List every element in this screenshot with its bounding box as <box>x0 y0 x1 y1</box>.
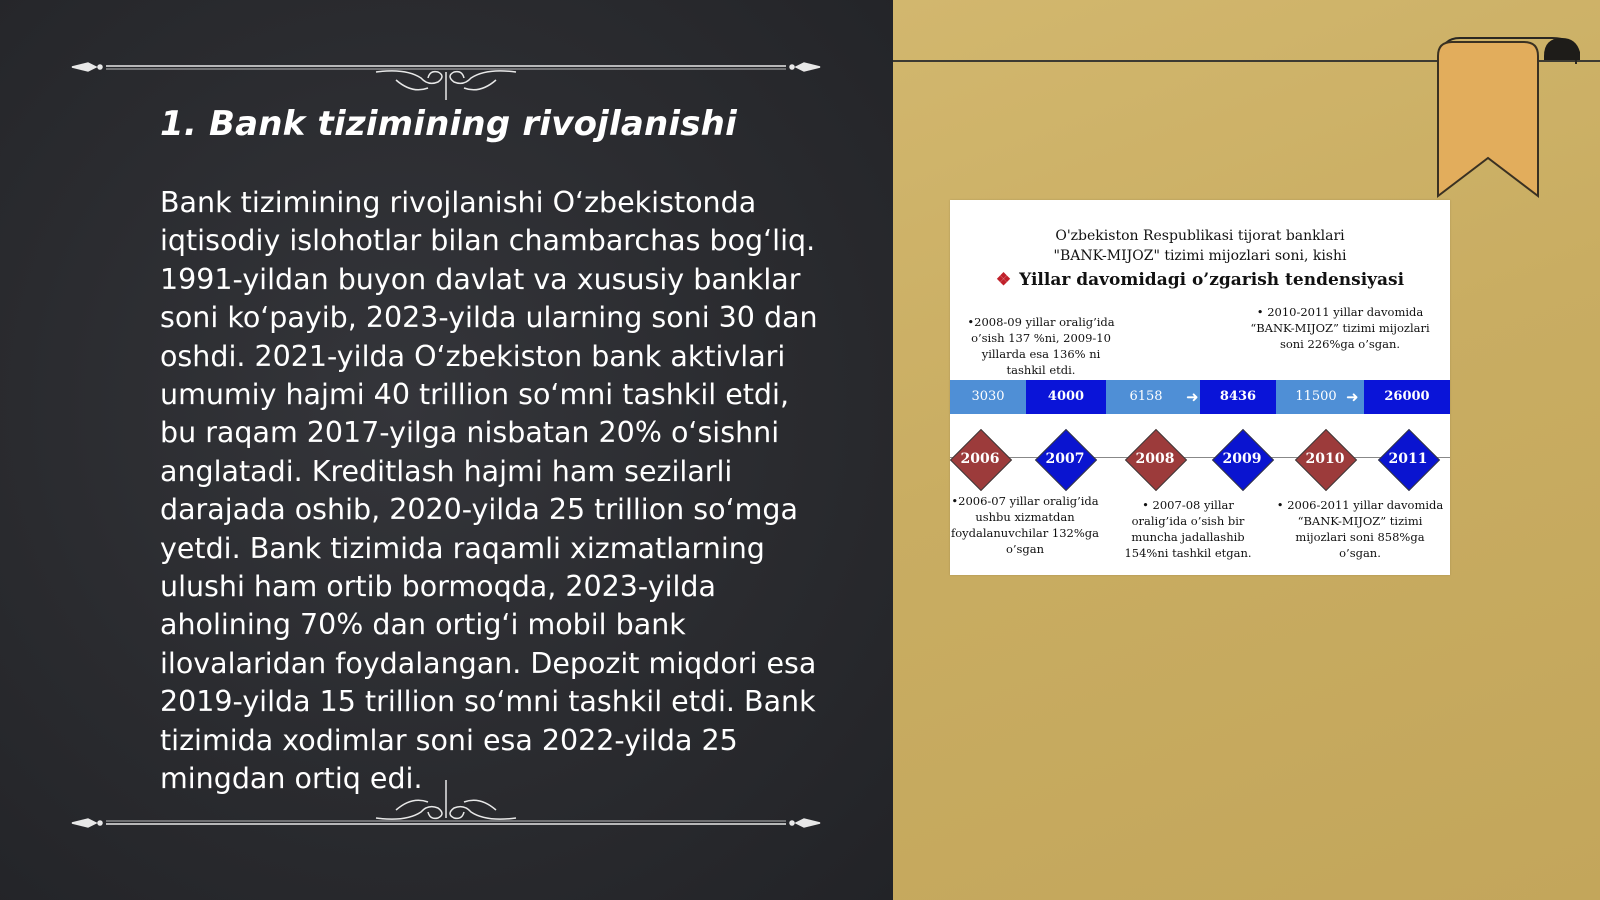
year-label: 2009 <box>1222 451 1262 467</box>
figure-subtitle <box>950 269 1450 291</box>
bookmark-ribbon-icon <box>1434 34 1584 204</box>
value-box-2008: 6158 <box>1129 389 1163 404</box>
note-bottom-2: • 2007-08 yillar oralig’ida o’sish bir muncha jadallashib 154%ni tashkil etgan. <box>1124 498 1252 560</box>
value-box-2006: 3030 <box>971 389 1005 404</box>
figure-title-line-1: O'zbekiston Respublikasi tijorat banklari <box>1055 228 1345 244</box>
value-box-2010: 11500 <box>1295 389 1337 404</box>
value-box-2009: 8436 <box>1200 380 1276 414</box>
figure-title-line-2: "BANK-MIJOZ" tizimi mijozlari soni, kishi <box>1053 248 1347 264</box>
slide-body-text: Bank tizimining rivojlanishi O‘zbekistonda iqtisodiy islohotlar bilan chambarchas bog‘liq. 1991-yildan buyon davlat va xususiy banklar soni ko‘payib, 2023-yilda ularning soni 30 dan oshdi. 2021-yilda O‘zbekiston bank aktivlari umumiy hajmi 40 trillion so‘mni tashkil etdi, bu raqam 2017-yilga nisbatan 20% o‘sishni anglatadi. Kreditlash hajmi ham sezilarli darajada oshib, 2020-yilda 25 trillion so‘mga yetdi. Bank tizimida raqamli xizmatlarning ulushi ham ortib bormoqda, 2023-yilda aholining 70% dan ortig‘i mobil bank ilovalaridan foydalangan. Depozit miqdori esa 2019-yilda 15 trillion so‘mni tashkil etdi. Bank tizimida xodimlar soni esa 2022-yilda 25 mingdan ortiq edi. <box>160 186 818 796</box>
diamond-bullet-icon: ❖ <box>995 270 1012 290</box>
year-marker-2008 <box>1125 429 1185 489</box>
figure-subtitle-text: Yillar davomidagi o’zgarish tendensiyasi <box>1019 270 1405 290</box>
bank-client-growth-figure <box>950 200 1450 575</box>
year-marker-2007 <box>1035 429 1095 489</box>
year-label: 2011 <box>1388 451 1428 467</box>
value-box-2007: 4000 <box>1026 380 1106 414</box>
note-bottom-3: • 2006-2011 yillar davomida “BANK-MIJOZ” tizimi mijozlari soni 858%ga o’sgan. <box>1276 498 1444 560</box>
year-marker-2010 <box>1295 429 1355 489</box>
band-arrow-icon: ➜ <box>1346 388 1359 406</box>
year-marker-2011 <box>1378 429 1438 489</box>
timeline-line <box>950 457 1450 458</box>
year-marker-2006 <box>950 429 1010 489</box>
value-box-2011: 26000 <box>1364 380 1450 414</box>
note-top-right: • 2010-2011 yillar davomida “BANK-MIJOZ” tizimi mijozlari soni 226%ga o’sgan. <box>1250 305 1430 351</box>
top-ornament-divider <box>66 42 826 102</box>
year-label: 2008 <box>1135 451 1175 467</box>
year-label: 2007 <box>1045 451 1085 467</box>
slide-title: 1. Bank tizimining rivojlanishi <box>160 104 737 144</box>
note-top-left: •2008-09 yillar oralig’ida o’sish 137 %ni, 2009-10 yillarda esa 136% ni tashkil etdi. <box>967 315 1115 377</box>
year-label: 2006 <box>960 451 1000 467</box>
band-arrow-icon: ➜ <box>1186 388 1199 406</box>
year-label: 2010 <box>1305 451 1345 467</box>
year-marker-2009 <box>1212 429 1272 489</box>
note-bottom-1: •2006-07 yillar oralig’ida ushbu xizmatdan foydalanuvchilar 132%ga o’sgan <box>950 494 1100 556</box>
